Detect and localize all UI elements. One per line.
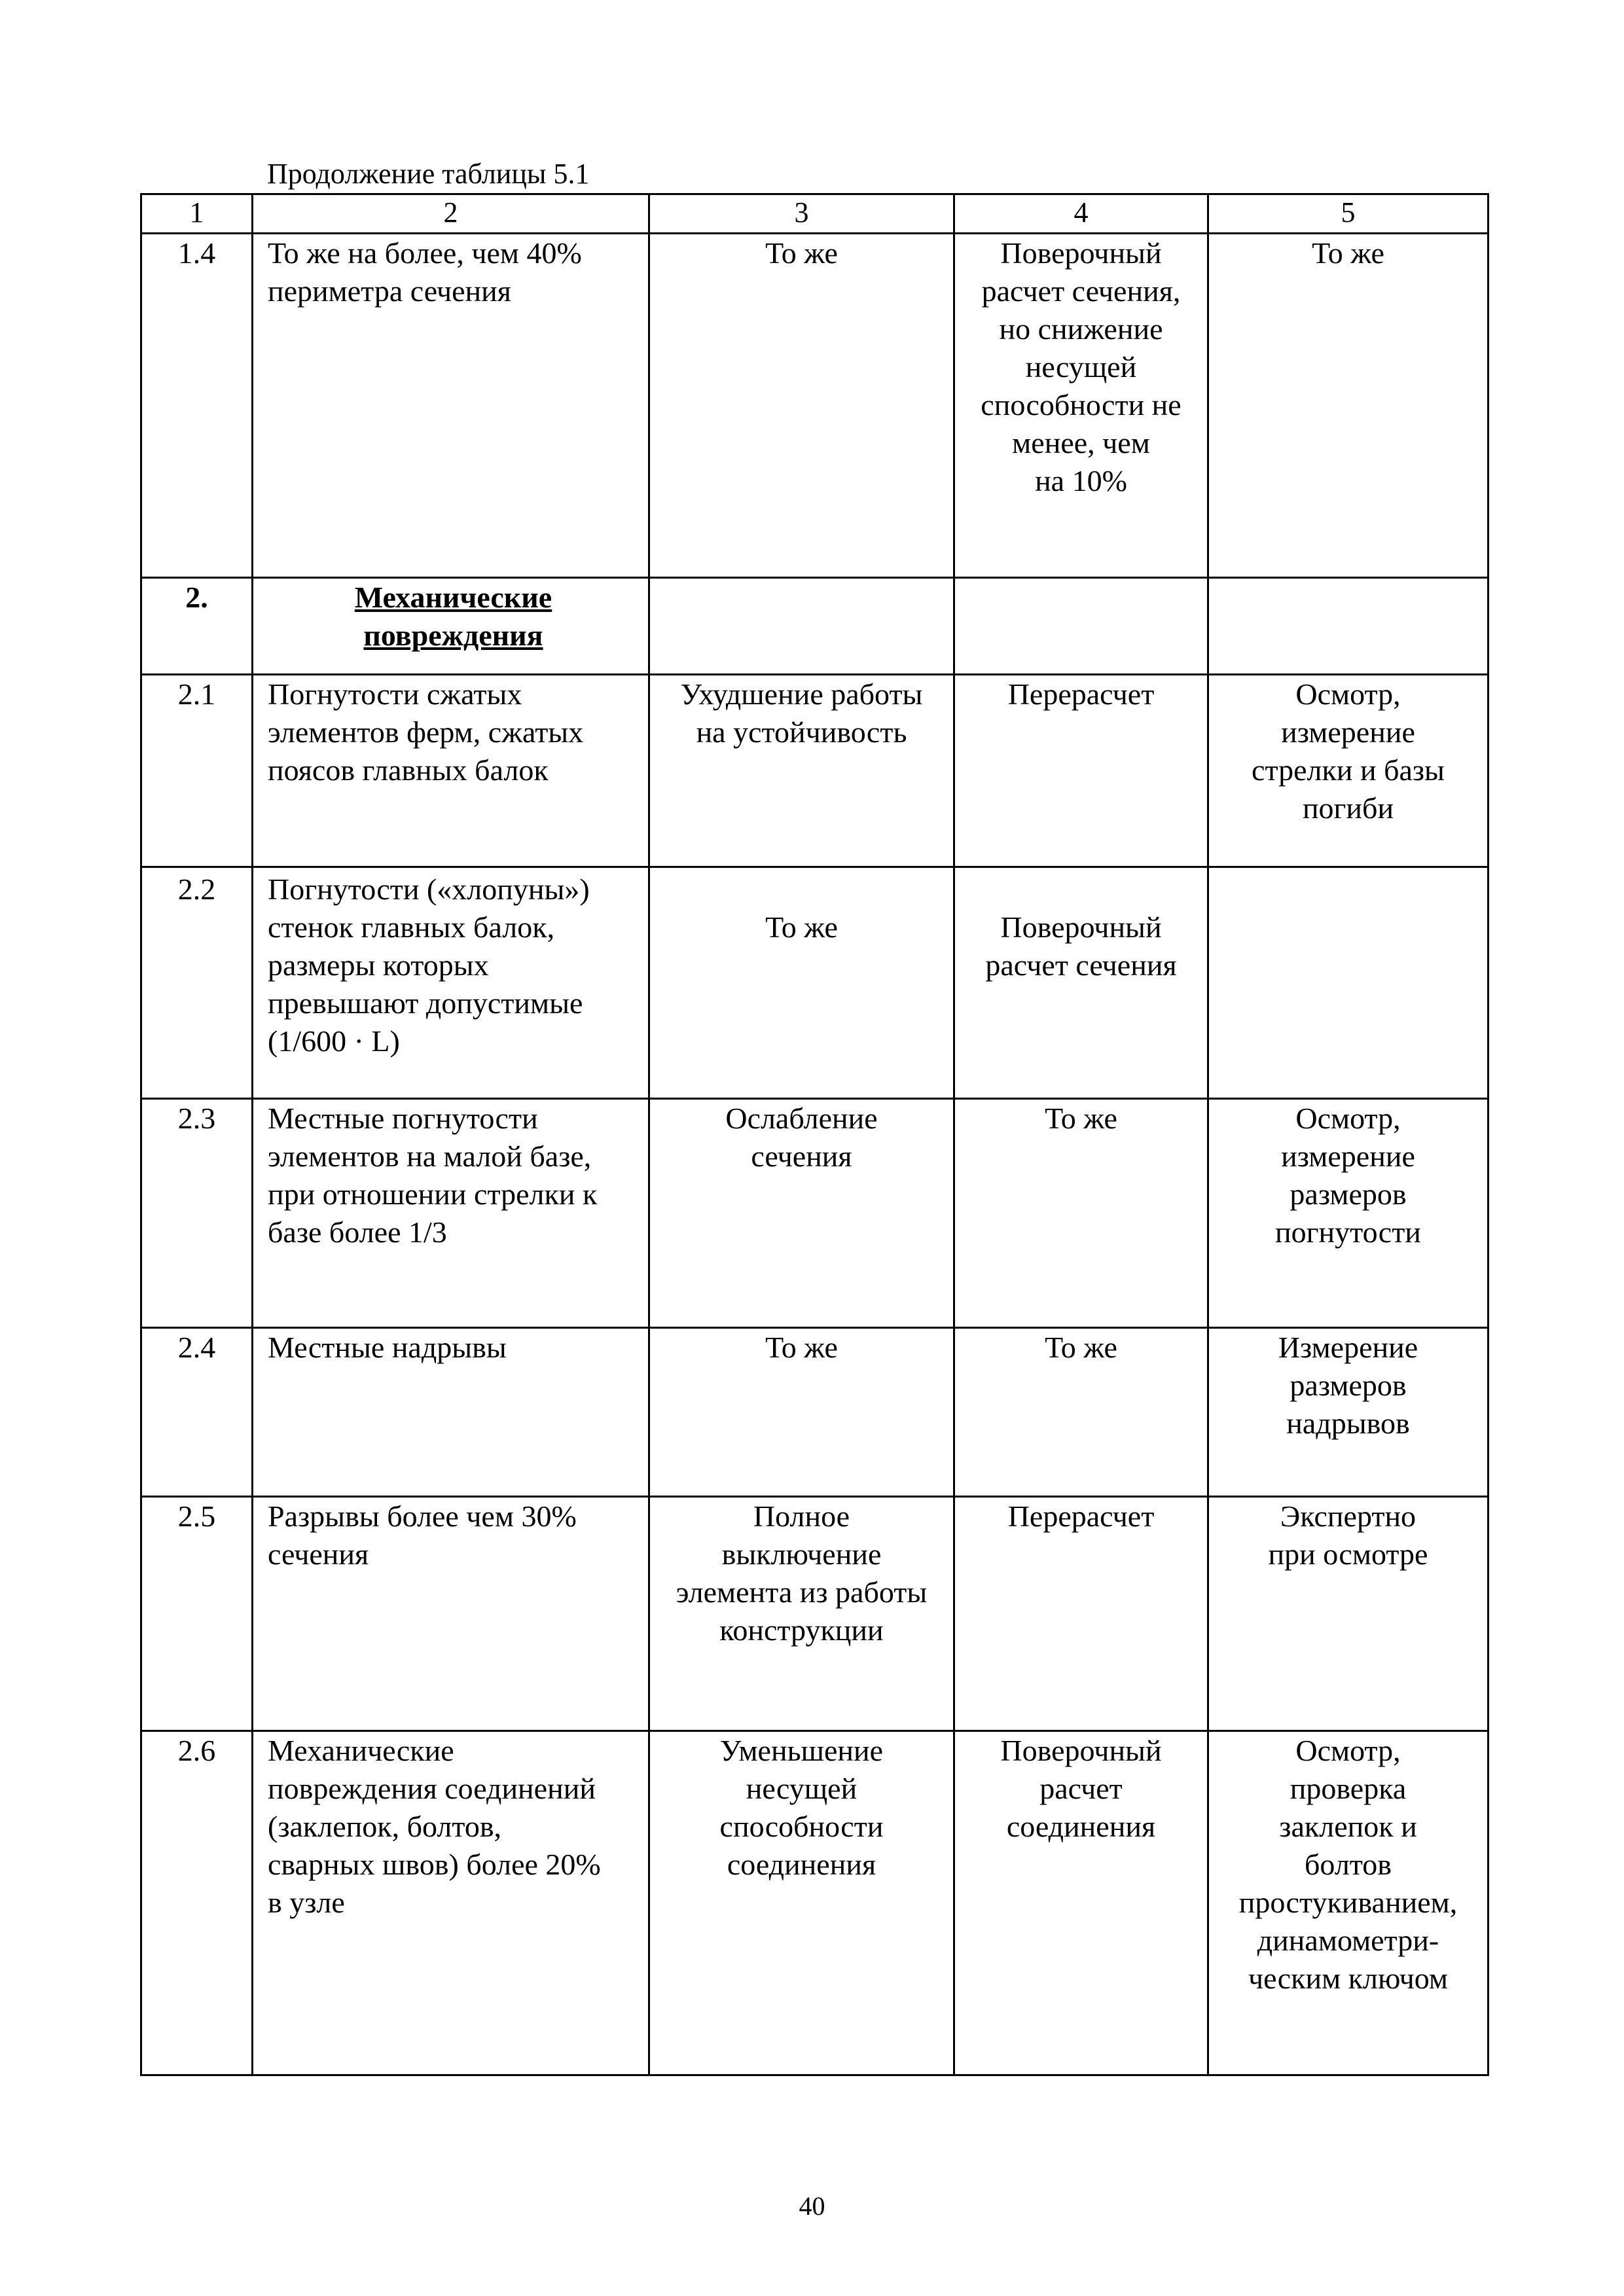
damage-description: [253, 1731, 649, 2075]
header-cell: 2: [253, 194, 649, 234]
damage-description: [253, 1099, 649, 1328]
text-line: Уменьшение: [719, 1734, 884, 1767]
required-action: [954, 1099, 1208, 1328]
required-action: [954, 234, 1208, 578]
text-line: стенок главных балок,: [268, 910, 555, 944]
section-title: [253, 578, 649, 675]
text-line: но снижение: [999, 312, 1163, 346]
text-line: Местные погнутости: [268, 1102, 538, 1135]
text-line: выключение: [721, 1537, 882, 1571]
required-action: [954, 1731, 1208, 2075]
inspection-method: [1208, 1731, 1489, 2075]
text-line: размеры которых: [268, 948, 489, 982]
text-line: То же: [1045, 1102, 1117, 1135]
section-row: [141, 578, 1489, 675]
text-line: То же на более, чем 40%: [268, 236, 582, 270]
table-row: [141, 675, 1489, 867]
text-line: Погнутости сжатых: [268, 677, 522, 711]
inspection-method: [1208, 1328, 1489, 1497]
required-action: [954, 1497, 1208, 1731]
text-line: соединения: [727, 1848, 876, 1881]
required-action: [954, 867, 1208, 1099]
text-line: То же: [1045, 1331, 1117, 1364]
text-line: периметра сечения: [268, 274, 511, 308]
text-line: Поверочный: [1000, 910, 1162, 944]
required-action: [954, 675, 1208, 867]
damage-description: [253, 1497, 649, 1731]
text-line: способности: [719, 1810, 884, 1843]
text-line: расчет сечения,: [981, 274, 1181, 308]
text-line: Разрывы более чем 30%: [268, 1499, 577, 1533]
text-line: Перерасчет: [1007, 1499, 1155, 1533]
header-cell: 4: [954, 194, 1208, 234]
text-line: размеров: [1290, 1177, 1407, 1211]
damage-consequence: [649, 1731, 954, 2075]
text-line: ческим ключом: [1248, 1962, 1448, 1995]
empty-cell: [954, 578, 1208, 675]
inspection-method: [1208, 234, 1489, 578]
text-line: сварных швов) более 20%: [268, 1848, 601, 1881]
table-row: [141, 1731, 1489, 2075]
text-line: расчет сечения: [985, 948, 1177, 982]
text-line: заклепок и: [1279, 1810, 1417, 1843]
text-line: при отношении стрелки к: [268, 1177, 598, 1211]
text-line: болтов: [1305, 1848, 1392, 1881]
table-row: [141, 234, 1489, 578]
text-line: Перерасчет: [1007, 677, 1155, 711]
page-number: 40: [799, 2191, 825, 2221]
row-number: 2.1: [141, 675, 253, 867]
text-line: Местные надрывы: [268, 1331, 507, 1364]
text-line: Осмотр,: [1295, 1734, 1401, 1767]
text-line: несущей: [1025, 350, 1137, 384]
text-line: надрывов: [1286, 1407, 1410, 1440]
section-number: 2.: [141, 578, 253, 675]
text-line: размеров: [1290, 1369, 1407, 1402]
text-line: Погнутости («хлопуны»): [268, 872, 590, 906]
text-line: погнутости: [1275, 1215, 1421, 1249]
row-number: 2.2: [141, 867, 253, 1099]
text-line: стрелки и базы: [1252, 753, 1445, 787]
text-line: в узле: [268, 1886, 345, 1919]
text-line: Механические: [354, 581, 552, 614]
damage-consequence: [649, 234, 954, 578]
table-row: [141, 867, 1489, 1099]
text-line: Осмотр,: [1295, 1102, 1401, 1135]
damage-table: [140, 193, 1489, 2076]
text-line: превышают допустимые: [268, 986, 583, 1020]
text-line: несущей: [746, 1772, 857, 1805]
text-line: сечения: [268, 1537, 369, 1571]
text-line: при осмотре: [1268, 1537, 1428, 1571]
row-number: 2.4: [141, 1328, 253, 1497]
text-line: повреждения: [363, 619, 543, 652]
table-caption: Продолжение таблицы 5.1: [267, 158, 590, 190]
text-line: Механические: [268, 1734, 454, 1767]
text-line: Полное: [753, 1499, 850, 1533]
text-line: погиби: [1302, 791, 1394, 825]
header-cell: 5: [1208, 194, 1489, 234]
table-row: [141, 1328, 1489, 1497]
damage-consequence: [649, 867, 954, 1099]
text-line: То же: [765, 1331, 838, 1364]
damage-description: [253, 1328, 649, 1497]
damage-consequence: [649, 1099, 954, 1328]
text-line: элемента из работы: [676, 1575, 928, 1609]
text-line: простукиванием,: [1238, 1886, 1458, 1919]
text-line: элементов ферм, сжатых: [268, 715, 584, 749]
empty-cell: [649, 578, 954, 675]
text-line: проверка: [1290, 1772, 1407, 1805]
row-number: 2.3: [141, 1099, 253, 1328]
text-line: расчет: [1039, 1772, 1123, 1805]
inspection-method: [1208, 867, 1489, 1099]
required-action: [954, 1328, 1208, 1497]
text-line: способности не: [981, 388, 1182, 422]
table-row: [141, 1497, 1489, 1731]
damage-description: [253, 867, 649, 1099]
text-line: То же: [765, 236, 838, 270]
text-line: поясов главных балок: [268, 753, 549, 787]
header-cell: 3: [649, 194, 954, 234]
text-line: Экспертно: [1280, 1499, 1416, 1533]
row-number: 2.6: [141, 1731, 253, 2075]
text-line: То же: [765, 910, 838, 944]
text-line: соединения: [1006, 1810, 1156, 1843]
damage-consequence: [649, 1497, 954, 1731]
text-line: динамометри-: [1257, 1924, 1439, 1957]
text-line: Ослабление: [725, 1102, 878, 1135]
table-header-row: [141, 194, 1489, 234]
inspection-method: [1208, 675, 1489, 867]
damage-consequence: [649, 675, 954, 867]
text-line: измерение: [1281, 715, 1415, 749]
row-number: 2.5: [141, 1497, 253, 1731]
text-line: менее, чем: [1012, 426, 1150, 459]
text-line: Поверочный: [1000, 1734, 1162, 1767]
empty-cell: [1208, 578, 1489, 675]
damage-description: [253, 675, 649, 867]
inspection-method: [1208, 1497, 1489, 1731]
text-line: конструкции: [719, 1613, 884, 1647]
text-line: сечения: [751, 1139, 852, 1173]
header-cell: 1: [141, 194, 253, 234]
text-line: Осмотр,: [1295, 677, 1401, 711]
text-line: (1/600 · L): [268, 1024, 400, 1058]
text-line: базе более 1/3: [268, 1215, 447, 1249]
text-line: Измерение: [1278, 1331, 1418, 1364]
inspection-method: [1208, 1099, 1489, 1328]
text-line: То же: [1312, 236, 1384, 270]
text-line: Поверочный: [1000, 236, 1162, 270]
text-line: измерение: [1281, 1139, 1415, 1173]
damage-consequence: [649, 1328, 954, 1497]
text-line: на 10%: [1035, 464, 1127, 497]
damage-description: [253, 234, 649, 578]
text-line: повреждения соединений: [268, 1772, 596, 1805]
text-line: элементов на малой базе,: [268, 1139, 592, 1173]
row-number: 1.4: [141, 234, 253, 578]
table-row: [141, 1099, 1489, 1328]
text-line: на устойчивость: [696, 715, 907, 749]
text-line: (заклепок, болтов,: [268, 1810, 502, 1843]
text-line: Ухудшение работы: [680, 677, 923, 711]
